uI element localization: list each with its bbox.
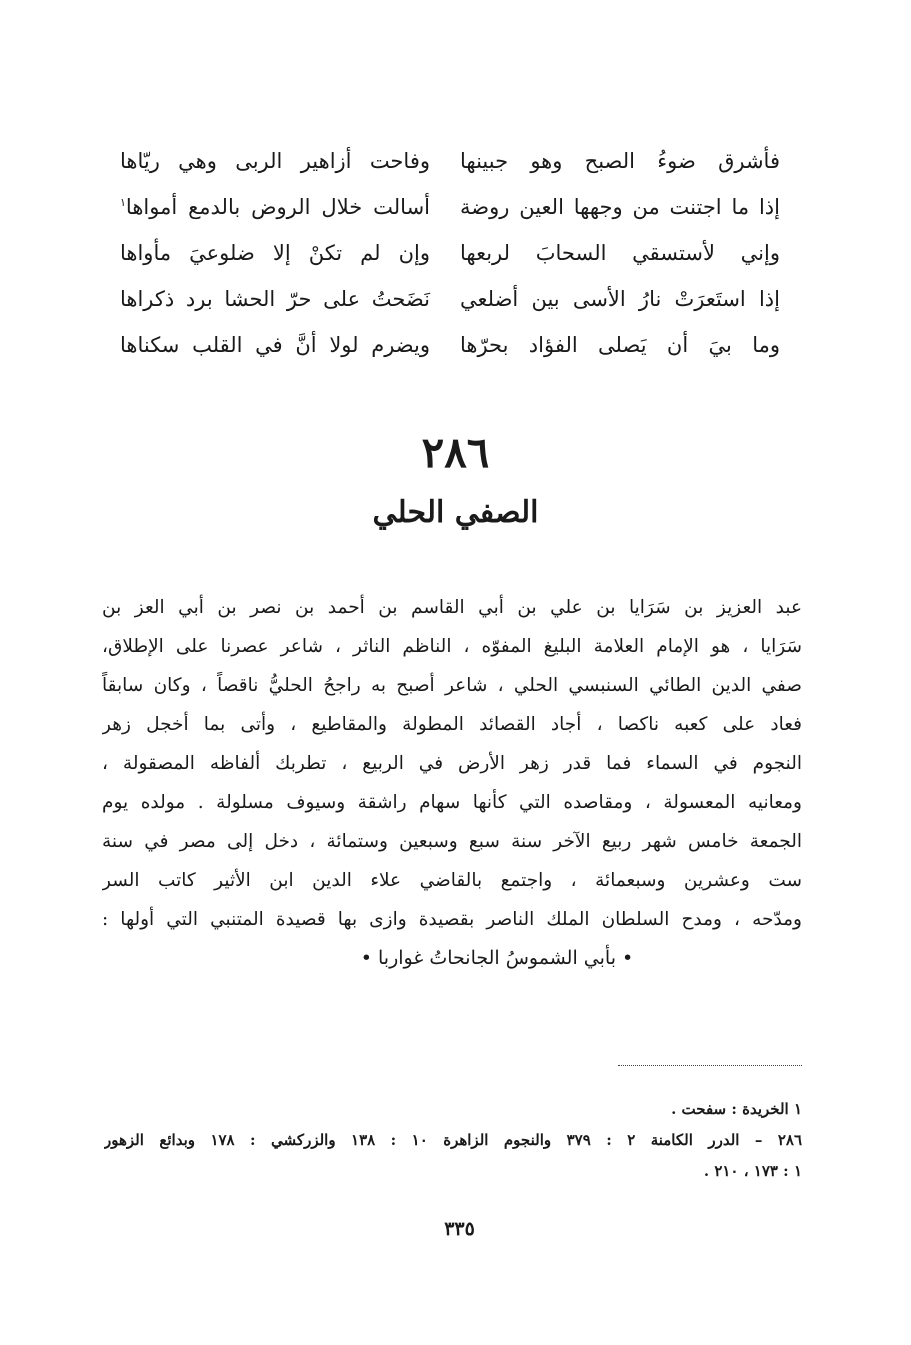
entry-number: ٢٨٦ (421, 428, 490, 477)
footnote-line: ١ الخريدة : سفحت . (671, 1100, 802, 1118)
paragraph-line: عبد العزيز بن سَرَايا بن علي بن أبي القاسم بن أحمد بن نصر بن أبي العز بن (102, 597, 802, 618)
footnote-line: ٢٨٦ – الدرر الكامنة ٢ : ٣٧٩ والنجوم الزاهرة ١٠ : ١٣٨ والزركشي : ١٧٨ وبدائع الزهور (104, 1131, 802, 1149)
verse-first-hemistich: إذا استَعرَتْ نارُ الأسى بين أضلعي (460, 287, 780, 311)
poem-verse (120, 322, 780, 368)
biography-paragraph (102, 588, 802, 978)
poem-verse (120, 138, 780, 184)
footnote-marker: ١ (120, 196, 126, 209)
paragraph-line: سَرَايا ، هو الإمام العلامة البليغ المفوّه ، الناظم الناثر ، شاعر عصرنا على الإطلاق، (102, 636, 802, 657)
poem-verse (120, 230, 780, 276)
paragraph-line: صفي الدين الطائي السنبسي الحلي ، شاعر أصبح به راجحُ الحليُّ ناقصاً ، وكان سابقاً (102, 675, 802, 696)
verse-first-hemistich: إذا ما اجتنت من وجهها العين روضة (460, 195, 780, 219)
verse-second-hemistich: وفاحت أزاهير الربى وهي ريّاها (120, 149, 430, 173)
poem-verse (120, 276, 780, 322)
paragraph-line: فعاد على كعبه ناكصا ، أجاد القصائد المطولة والمقاطيع ، وأتى بما أخجل زهر (102, 714, 802, 735)
paragraph-line: ومدّحه ، ومدح السلطان الملك الناصر بقصيدة وازى بها قصيدة المتنبي التي أولها : (102, 909, 802, 930)
poem-verse (120, 184, 780, 230)
verse-first-hemistich: فأشرق ضوءُ الصبح وهو جبينها (460, 149, 780, 173)
verse-second-text: أسالت خلال الروض بالدمع أمواها (125, 195, 430, 219)
verse-second-hemistich (120, 184, 430, 230)
verse-first-hemistich: وإني لأستسقي السحابَ لربعها (460, 241, 780, 265)
verse-first-hemistich: وما بيَ أن يَصلى الفؤاد بحرّها (460, 333, 780, 357)
quoted-verse: • بأبي الشموسُ الجانحاتُ غواربا • (360, 947, 634, 969)
poem-block (120, 138, 780, 368)
page-number: ٣٣٥ (444, 1218, 475, 1240)
verse-second-hemistich: ويضرم لولا أنَّ في القلب سكناها (120, 333, 430, 357)
verse-second-hemistich: وإن لم تكنْ إلا ضلوعيَ مأواها (120, 241, 430, 265)
paragraph-line: النجوم في السماء فما قدر زهر الأرض في الربيع ، تطربك ألفاظه المصقولة ، (102, 753, 802, 774)
paragraph-line: ومعانيه المعسولة ، ومقاصده التي كأنها سهام راشقة وسيوف مسلولة . مولده يوم (102, 792, 802, 813)
entry-title: الصفي الحلي (372, 495, 539, 530)
paragraph-line: ست وعشرين وسبعمائة ، واجتمع بالقاضي علاء الدين ابن الأثير كاتب السر (102, 870, 802, 891)
footnote-line: ١ : ١٧٣ ، ٢١٠ . (703, 1162, 802, 1180)
footnote-separator (618, 1065, 802, 1066)
paragraph-line: الجمعة خامس شهر ربيع الآخر سنة سبع وسبعين وستمائة ، دخل إلى مصر في سنة (102, 831, 802, 852)
footnotes (104, 1094, 802, 1187)
verse-second-hemistich: نَضَحتُ على حرّ الحشا برد ذكراها (120, 287, 430, 311)
